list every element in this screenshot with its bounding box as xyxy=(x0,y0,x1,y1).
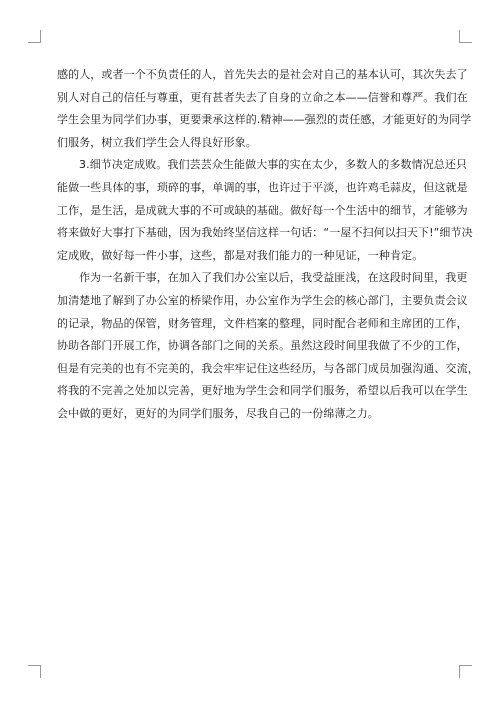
text-line: 会中做的更好，更好的为同学们服务，尽我自己的一份绵薄之力。 xyxy=(57,406,379,420)
text-line: 们服务，树立我们学生会人得良好形象。 xyxy=(57,135,257,149)
text-line: 学生会里为同学们办事，更要秉承这样的.精神——强烈的责任感，才能更好的为同学 xyxy=(57,113,472,127)
text-line: 的记录，物品的保管，财务管理，文件档案的整理，同时配合老师和主席团的工作， xyxy=(57,316,468,330)
text-line: 定成败，做好每一件小事，这些，都是对我们能力的一种见证，一种肯定。 xyxy=(57,248,424,262)
corner-mark-bottom-left xyxy=(28,665,41,678)
corner-mark-top-left xyxy=(28,30,41,43)
text-line: 别人对自己的信任与尊重，更有甚者失去了自身的立命之本——信誉和尊严。我们在 xyxy=(57,90,468,104)
text-line: 加清楚地了解到了办公室的桥梁作用，办公室作为学生会的核心部门，主要负责会议 xyxy=(57,293,468,307)
text-line: 感的人，或者一个不负责任的人，首先失去的是社会对自己的基本认可，其次失去了 xyxy=(57,68,468,81)
text-line: 作为一名新干事，在加入了我们办公室以后，我受益匪浅，在这段时间里，我更 xyxy=(79,271,468,285)
document-body xyxy=(57,64,479,426)
corner-mark-top-right xyxy=(459,30,472,43)
text-line: 工作，是生活，是成就大事的不可或缺的基础。做好每一个生活中的细节，才能够为 xyxy=(57,203,468,217)
text-line: 能做一些具体的事，琐碎的事，单调的事，也许过于平淡，也许鸡毛蒜皮，但这就是 xyxy=(57,180,468,194)
corner-mark-bottom-right xyxy=(459,665,472,678)
text-line: 3.细节决定成败。我们芸芸众生能做大事的实在太少，多数人的多数情况总还只 xyxy=(79,158,468,172)
text-line: 将来做好大事打下基础，因为我始终坚信这样一句话：“一屋不扫何以扫天下!”细节决 xyxy=(57,226,473,240)
text-line: 但是有完美的也有不完美的，我会牢牢记住这些经历，与各部门成员加强沟通、交流， xyxy=(57,361,479,375)
text-line: 协助各部门开展工作，协调各部门之间的关系。虽然这段时间里我做了不少的工作， xyxy=(57,339,468,353)
text-line: 将我的不完善之处加以完善，更好地为学生会和同学们服务，希望以后我可以在学生 xyxy=(57,384,468,398)
